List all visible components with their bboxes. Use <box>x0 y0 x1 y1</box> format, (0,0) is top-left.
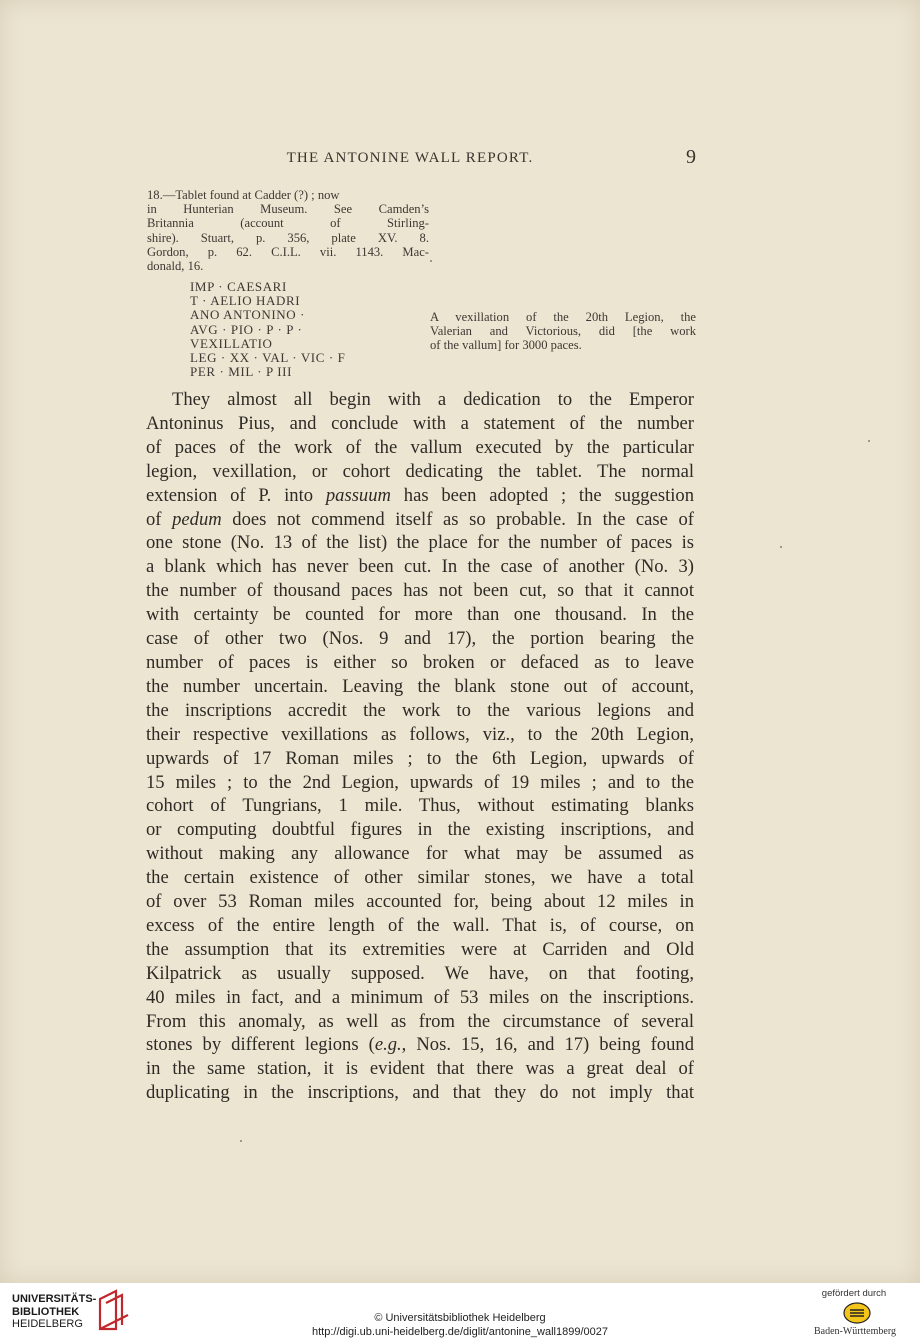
coat-of-arms-icon <box>842 1302 872 1324</box>
inscription-line: VEXILLATIO <box>190 335 273 351</box>
inscription-line: IMP · CAESARI <box>190 279 287 294</box>
citation-line: shire). Stuart, p. 356, plate XV. 8. <box>147 230 429 245</box>
body-line: of paces of the work of the vallum executed by the particular <box>146 436 694 458</box>
inscription-line: PER · MIL · P III <box>190 364 293 380</box>
body-line: the certain existence of other similar stones, we have a total <box>146 867 694 889</box>
citation-line: in Hunterian Museum. See Camden’s <box>147 202 429 217</box>
body-line: 40 miles in fact, and a minimum of 53 miles on the inscriptions. <box>146 986 694 1008</box>
body-line: upwards of 17 Roman miles ; to the 6th Legion, upwards of <box>146 747 694 769</box>
body-line: case of other two (Nos. 9 and 17), the portion bearing the <box>146 628 694 650</box>
body-line: the number of thousand paces has not been cut, so that it cannot <box>146 580 694 602</box>
library-name-line: UNIVERSITÄTS- <box>12 1293 97 1305</box>
citation-line: Gordon, p. 62. C.I.L. vii. 1143. Mac- <box>147 244 429 259</box>
body-line: Kilpatrick as usually supposed. We have, on that footing, <box>146 962 694 984</box>
body-line: a blank which has never been cut. In the case of another (No. 3) <box>146 556 694 578</box>
body-line: They almost all begin with a dedication to the Emperor <box>172 389 694 410</box>
body-paragraph <box>146 388 694 1105</box>
speck <box>240 1140 242 1142</box>
speck <box>780 546 782 548</box>
body-line: of over 53 Roman miles accounted for, being about 12 miles in <box>146 891 694 913</box>
inscription-line: AVG · PIO · P · P · <box>190 321 303 337</box>
body-line: in the same station, it is evident that there was a great deal of <box>146 1058 694 1080</box>
body-line: duplicating in the inscriptions, and that they do not imply that <box>146 1082 694 1104</box>
body-line: their respective vexillations as follows, viz., to the 20th Legion, <box>146 723 694 745</box>
inscription-line: T · AELIO HADRI <box>190 293 301 309</box>
body-line: the assumption that its extremities were at Carriden and Old <box>146 938 694 960</box>
library-logo-icon <box>94 1285 134 1335</box>
body-line: 15 miles ; to the 2nd Legion, upwards of 19 miles ; and to the <box>146 771 694 793</box>
inscription-line: LEG · XX · VAL · VIC · F <box>190 350 346 366</box>
body-line: Antoninus Pius, and conclude with a statement of the number <box>146 412 694 434</box>
body-line: excess of the entire length of the wall. That is, of course, on <box>146 914 694 936</box>
running-title: THE ANTONINE WALL REPORT. <box>286 150 534 166</box>
page-number: 9 <box>686 146 696 168</box>
body-line: legion, vexillation, or cohort dedicating the tablet. The normal <box>146 460 694 482</box>
latin-term: pedum <box>172 508 222 530</box>
funder-name: Baden-Württemberg <box>813 1326 896 1337</box>
body-line: one stone (No. 13 of the list) the place for the number of paces is <box>146 532 694 554</box>
permalink-url[interactable]: http://digi.ub.uni-heidelberg.de/diglit/antonine_wall1899/0027 <box>311 1326 608 1338</box>
body-line: stones by different legions (e.g., Nos. 15, 16, and 17) being found <box>146 1034 694 1056</box>
translation-line: A vexillation of the 20th Legion, the <box>430 310 696 324</box>
citation-block <box>147 188 429 273</box>
body-line: of pedum does not commend itself as so probable. In the case of <box>146 508 694 530</box>
body-line: with certainty be counted for more than one thousand. In the <box>146 604 694 626</box>
citation-line: 18.—Tablet found at Cadder (?) ; now <box>147 188 340 202</box>
speck <box>430 260 432 262</box>
latin-term: passuum <box>325 484 391 506</box>
body-line: the inscriptions accredit the work to the various legions and <box>146 699 694 721</box>
body-line: cohort of Tungrians, 1 mile. Thus, without estimating blanks <box>146 795 694 817</box>
speck <box>868 440 870 442</box>
body-line: without making any allowance for what may be assumed as <box>146 843 694 865</box>
body-line: or computing doubtful figures in the existing inscriptions, and <box>146 819 694 841</box>
body-line: number of paces is either so broken or defaced as to leave <box>146 651 694 673</box>
inscription-line: ANO ANTONINO · <box>190 307 306 323</box>
translation-line: Valerian and Victorious, did [the work <box>430 324 696 339</box>
body-line: extension of P. into passuum has been adopted ; the suggestion <box>146 484 694 506</box>
body-line: From this anomaly, as well as from the circumstance of several <box>146 1010 694 1032</box>
funded-by-label: gefördert durch <box>821 1288 887 1299</box>
copyright-notice: © Universitätsbibliothek Heidelberg <box>374 1312 546 1324</box>
library-logo-text <box>12 1293 96 1331</box>
running-header <box>120 146 700 174</box>
citation-line: donald, 16. <box>147 259 204 274</box>
citation-line: Britannia (account of Stirling- <box>147 216 429 231</box>
library-name-line: BIBLIOTHEK <box>12 1305 80 1318</box>
inscription-translation <box>430 310 696 353</box>
library-name-line: HEIDELBERG <box>12 1318 83 1330</box>
latin-term: e.g. <box>374 1034 402 1056</box>
translation-line: of the vallum] for 3000 paces. <box>430 338 582 353</box>
body-line: the number uncertain. Leaving the blank stone out of account, <box>146 675 694 697</box>
latin-inscription <box>190 280 420 379</box>
